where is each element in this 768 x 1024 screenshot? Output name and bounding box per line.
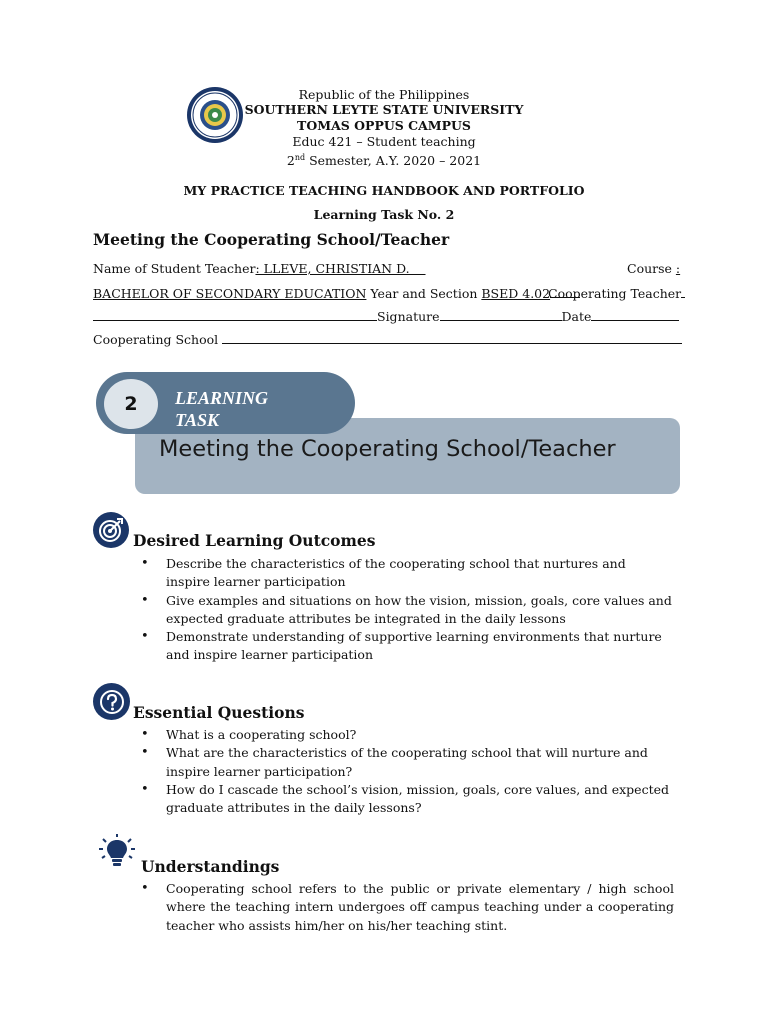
coop-school-row: [93, 331, 682, 347]
header-university: SOUTHERN LEYTE STATE UNIVERSITY: [244, 102, 524, 117]
course-value[interactable]: BACHELOR OF SECONDARY EDUCATION: [93, 286, 367, 301]
year-section-value[interactable]: BSED 4.02: [481, 286, 551, 301]
task-number: 2: [124, 393, 138, 415]
signature-row: [93, 308, 679, 324]
course-label-row: [627, 261, 680, 276]
list-item: • What are the characteristics of the cooperating school that will nurture and inspire learner participation?: [93, 744, 673, 781]
outcomes-title: Desired Learning Outcomes: [133, 531, 376, 550]
header-campus: TOMAS OPPUS CAMPUS: [297, 118, 471, 133]
understandings-title: Understandings: [141, 857, 280, 876]
coop-teacher-name-line[interactable]: [93, 308, 377, 321]
coop-school-label: Cooperating School: [93, 332, 223, 347]
year-section-label: Year and Section: [366, 286, 482, 301]
target-icon: [93, 512, 129, 548]
coop-school-line[interactable]: [222, 331, 682, 344]
coop-teacher-label: Cooperating Teacher: [548, 286, 682, 301]
task-number-badge: [104, 379, 158, 429]
date-label: Date: [561, 309, 592, 324]
list-item: • Give examples and situations on how the vision, mission, goals, core values and expected graduate attributes be integrated in the daily lessons: [93, 592, 673, 629]
student-name-value[interactable]: : LLEVE, CHRISTIAN D.: [255, 261, 426, 276]
student-name-row: [93, 261, 426, 276]
questions-list: [93, 726, 673, 817]
semester-number: 2: [286, 153, 295, 169]
signature-label: Signature: [377, 309, 440, 324]
list-item: • Cooperating school refers to the public or private elementary / high school where the teaching intern undergoes off campus teaching under a cooperating teacher who assists him/her on his/her teaching stint.: [93, 880, 674, 935]
coop-teacher-row: [548, 285, 685, 301]
date-line[interactable]: [591, 308, 679, 321]
questions-title: Essential Questions: [133, 703, 305, 722]
list-item: • Demonstrate understanding of supportive learning environments that nurture and inspire learner participation: [93, 628, 673, 665]
list-item: • What is a cooperating school?: [93, 726, 673, 744]
header-republic: Republic of the Philippines: [298, 87, 470, 102]
lightbulb-icon: [97, 834, 137, 870]
question-icon: [93, 683, 130, 720]
course-label: Course: [627, 261, 676, 276]
handbook-title: MY PRACTICE TEACHING HANDBOOK AND PORTFOLIO: [183, 183, 585, 198]
list-item: • Describe the characteristics of the cooperating school that nurtures and inspire learner participation: [93, 555, 673, 592]
header-semester: [0, 150, 768, 169]
course-row: [93, 285, 580, 301]
main-title: Meeting the Cooperating School/Teacher: [93, 230, 450, 249]
learning-task-number: Learning Task No. 2: [313, 207, 455, 222]
banner-title: Meeting the Cooperating School/Teacher: [159, 436, 616, 462]
banner-label: [175, 387, 268, 431]
signature-line[interactable]: [440, 308, 562, 321]
header-course-code: Educ 421 – Student teaching: [292, 134, 476, 149]
semester-text: Semester, A.Y. 2020 – 2021: [305, 153, 482, 169]
student-name-label: Name of Student Teacher: [93, 261, 256, 276]
outcomes-list: [93, 555, 673, 665]
list-item: • How do I cascade the school’s vision, mission, goals, core values, and expected graduate attributes in the daily lessons?: [93, 781, 673, 818]
understandings-list: [93, 880, 674, 935]
course-colon: :: [675, 261, 681, 276]
banner-label-line1: LEARNING: [175, 388, 269, 408]
semester-superscript: nd: [294, 153, 306, 162]
coop-teacher-underline[interactable]: [681, 285, 685, 298]
learning-task-banner: [96, 372, 680, 494]
banner-label-line2: TASK: [175, 410, 220, 430]
